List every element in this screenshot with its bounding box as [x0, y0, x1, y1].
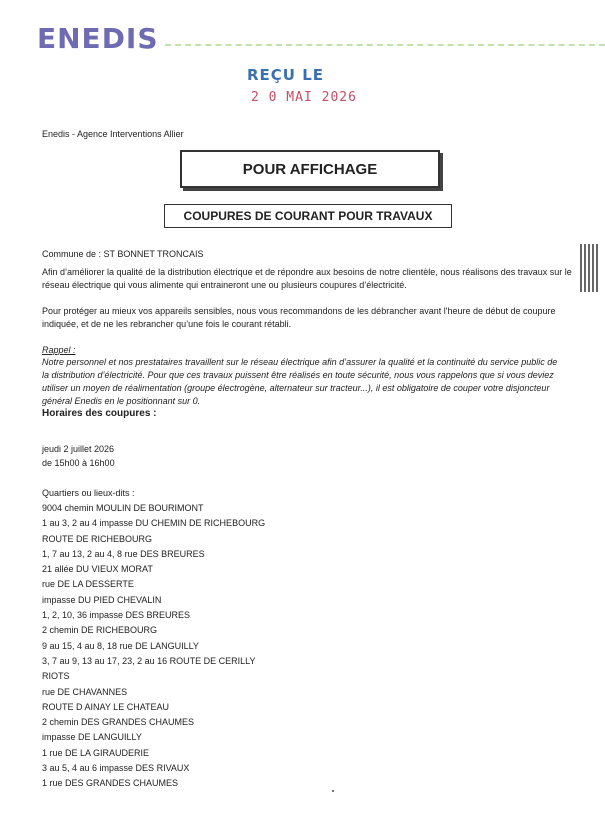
- scan-speck: [332, 790, 334, 792]
- enedis-logo: ENEDIS: [37, 22, 159, 55]
- list-item: 9 au 15, 4 au 8, 18 rue DE LANGUILLY: [42, 640, 199, 651]
- list-item: 1 au 3, 2 au 4 impasse DU CHEMIN DE RICHEBOURG: [42, 518, 266, 529]
- list-item: 3 au 5, 4 au 6 impasse DES RIVAUX: [42, 763, 190, 774]
- sub-title: COUPURES DE COURANT POUR TRAVAUX: [183, 209, 433, 223]
- quartiers-title: Quartiers ou lieux-dits :: [42, 488, 135, 498]
- list-item: 1 rue DE LA GIRAUDERIE: [42, 747, 150, 758]
- outage-date: jeudi 2 juillet 2026: [42, 444, 115, 454]
- list-item: 1, 7 au 13, 2 au 4, 8 rue DES BREURES: [42, 548, 205, 559]
- rappel-text: Notre personnel et nos prestataires travaillent sur le réseau électrique afin d’assurer la qualité et la continuité du service public de la distribution d’électricité. Pour que ces travaux puissent être réalisés en toute sécurité, nous vous rappelons que si vous deviez utiliser un moyen de réalimentation (groupe électrogène, alternateur sur tracteur...), il est obligatoire de couper votre disjoncteur général Enedis en le positionnant sur 0.: [42, 357, 558, 406]
- list-item: rue DE LA DESSERTE: [42, 579, 134, 590]
- list-item: 1 rue DES GRANDES CHAUMES: [42, 778, 179, 789]
- datamatrix-code: [580, 244, 600, 292]
- main-title: POUR AFFICHAGE: [242, 160, 378, 178]
- list-item: 9004 chemin MOULIN DE BOURIMONT: [42, 503, 204, 513]
- list-item: 2 chemin DES GRANDES CHAUMES: [42, 717, 195, 728]
- list-item: 1, 2, 10, 36 impasse DES BREURES: [42, 610, 191, 621]
- paragraph-intro: Afin d’améliorer la qualité de la distribution électrique et de répondre aux besoins de notre clientèle, nous réalisons des travaux sur le réseau électrique qui vous alimente qui entraineront une ou plusieurs coupures d’électricité.: [42, 267, 572, 290]
- received-date-stamp: 2 0 MAI 2026: [251, 90, 357, 105]
- received-stamp: REÇU LE: [247, 66, 325, 84]
- title-box: [180, 150, 440, 188]
- list-item: rue DE CHAVANNES: [42, 686, 128, 697]
- paragraph-protection: Pour protéger au mieux vos appareils sensibles, nous vous recommandons de les débrancher avant l'heure de début de coupure indiquée, et de ne les rebrancher qu’une fois le courant rétabli.: [42, 306, 556, 329]
- commune: Commune de : ST BONNET TRONCAIS: [42, 249, 204, 259]
- header-divider: [165, 44, 605, 46]
- rappel-title: Rappel :: [42, 345, 76, 355]
- list-item: RIOTS: [42, 671, 70, 682]
- agency-name: Enedis - Agence Interventions Allier: [42, 129, 184, 139]
- list-item: 3, 7 au 9, 13 au 17, 23, 2 au 16 ROUTE DE CERILLY: [42, 655, 256, 666]
- street-list: [42, 501, 265, 792]
- horaires-title: Horaires des coupures :: [42, 408, 157, 419]
- list-item: 2 chemin DE RICHEBOURG: [42, 625, 158, 636]
- list-item: impasse DE LANGUILLY: [42, 732, 142, 743]
- subtitle-box: [164, 204, 452, 228]
- list-item: 21 allée DU VIEUX MORAT: [42, 564, 153, 575]
- list-item: impasse DU PIED CHEVALIN: [42, 594, 162, 605]
- list-item: ROUTE D AINAY LE CHATEAU: [42, 701, 170, 712]
- list-item: ROUTE DE RICHEBOURG: [42, 533, 153, 544]
- outage-time: de 15h00 à 16h00: [42, 458, 115, 468]
